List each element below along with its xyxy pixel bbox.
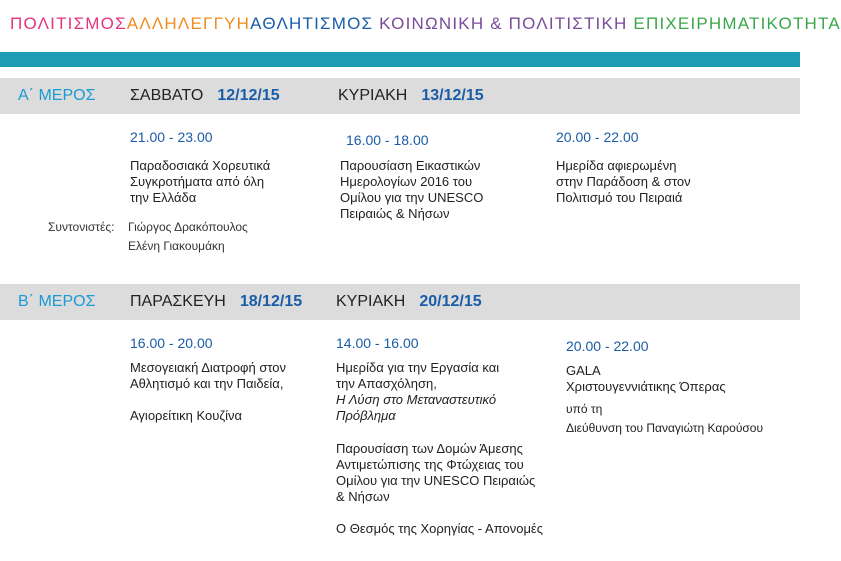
desc-line-italic: Πρόβλημα <box>336 408 396 423</box>
coordinators-label: Συντονιστές: <box>48 220 115 234</box>
desc-line: Πολιτισμό του Πειραιά <box>556 190 683 205</box>
header-segment-solidarity: ΑΛΛΗΛΕΓΓΥΗ <box>126 14 251 33</box>
header-segment-sports: ΑΘΛΗΤΙΣΜΟΣ <box>250 14 374 33</box>
part2-day1-name: ΠΑΡΑΣΚΕΥΗ <box>130 293 226 310</box>
part1-event2-time: 16.00 - 18.00 <box>346 132 429 148</box>
header-segment-entrepreneurship: ΕΠΙΧΕΙΡΗΜΑΤΙΚΟΤΗΤΑ <box>633 14 841 33</box>
part2-label: Β΄ ΜΕΡΟΣ <box>18 293 96 310</box>
desc-line: Ομίλου για την UNESCO <box>340 190 484 205</box>
part2-event2-desc <box>336 360 546 424</box>
part2-event3-sub <box>566 400 796 438</box>
desc-line: Συγκροτήματα από όλη <box>130 174 265 189</box>
desc-line: Πειραιώς & Νήσων <box>340 206 450 221</box>
part2-day2-date: 20/12/15 <box>419 293 482 310</box>
desc-line: GALA <box>566 363 601 378</box>
desc-line: Ημερολογίων 2016 του <box>340 174 473 189</box>
part1-day2 <box>338 87 484 105</box>
part1-event1-time: 21.00 - 23.00 <box>130 129 213 145</box>
part1-day1-date: 12/12/15 <box>217 87 280 104</box>
part1-event3-desc <box>556 158 756 206</box>
part2-event3-time: 20.00 - 22.00 <box>566 338 649 354</box>
part2-day1 <box>130 293 302 311</box>
part2-day1-date: 18/12/15 <box>239 293 303 310</box>
coordinator-name: Γιώργος Δρακόπουλος <box>128 220 248 234</box>
desc-line: Χριστουγεννιάτικης Όπερας <box>566 379 726 394</box>
part1-label: Α΄ ΜΕΡΟΣ <box>18 87 96 104</box>
part2-event1-desc <box>130 360 330 392</box>
part1-day2-date: 13/12/15 <box>421 87 484 104</box>
desc-line-italic: Η Λύση στο Μεταναστευτικό <box>336 392 497 407</box>
page-header <box>0 0 841 52</box>
desc-line: Διεύθυνση του Παναγιώτη Καρούσου <box>566 421 764 435</box>
desc-line: Αθλητισμό και την Παιδεία, <box>130 376 284 391</box>
part2-event2-presentation <box>336 441 556 505</box>
part1-day1 <box>130 87 280 105</box>
part1-day1-name: ΣΑΒΒΑΤΟ <box>130 87 204 104</box>
part2-event2-time: 14.00 - 16.00 <box>336 335 419 351</box>
desc-line: Αντιμετώπισης της Φτώχειας του <box>336 457 524 472</box>
desc-line: την Ελλάδα <box>130 190 197 205</box>
desc-line: Ημερίδα αφιερωμένη <box>556 158 677 173</box>
part2-day2 <box>336 293 482 311</box>
coordinator-name: Ελένη Γιακουμάκη <box>128 239 225 253</box>
part1-event2-desc <box>340 158 540 222</box>
desc-line: την Απασχόληση, <box>336 376 437 391</box>
part1-day2-name: ΚΥΡΙΑΚΗ <box>338 87 408 104</box>
part2-event3-desc <box>566 363 786 395</box>
desc-line: Παρουσίαση των Δομών Άμεσης <box>336 441 523 456</box>
part2-event2-closing: Ο Θεσμός της Χορηγίας - Απονομές <box>336 521 543 536</box>
part1-event1-desc <box>130 158 330 206</box>
part2-event1-extra: Αγιορείτικη Κουζίνα <box>130 408 242 423</box>
desc-line: & Νήσων <box>336 489 390 504</box>
header-accent-bar <box>0 52 800 67</box>
header-segment-social: ΚΟΙΝΩΝΙΚΗ & ΠΟΛΙΤΙΣΤΙΚΗ <box>373 14 634 33</box>
desc-line: υπό τη <box>566 402 603 416</box>
part1-event3-time: 20.00 - 22.00 <box>556 129 639 145</box>
desc-line: στην Παράδοση & στον <box>556 174 691 189</box>
desc-line: Παρουσίαση Εικαστικών <box>340 158 481 173</box>
desc-line: Ημερίδα για την Εργασία και <box>336 360 500 375</box>
part2-event1-time: 16.00 - 20.00 <box>130 335 213 351</box>
desc-line: Μεσογειακή Διατροφή στον <box>130 360 287 375</box>
coordinators-names <box>128 218 248 256</box>
desc-line: Παραδοσιακά Χορευτικά <box>130 158 271 173</box>
part2-day2-name: ΚΥΡΙΑΚΗ <box>336 293 406 310</box>
header-title <box>10 14 841 34</box>
desc-line: Ομίλου για την UNESCO Πειραιώς <box>336 473 536 488</box>
header-segment-culture: ΠΟΛΙΤΙΣΜΟΣ <box>10 14 127 33</box>
